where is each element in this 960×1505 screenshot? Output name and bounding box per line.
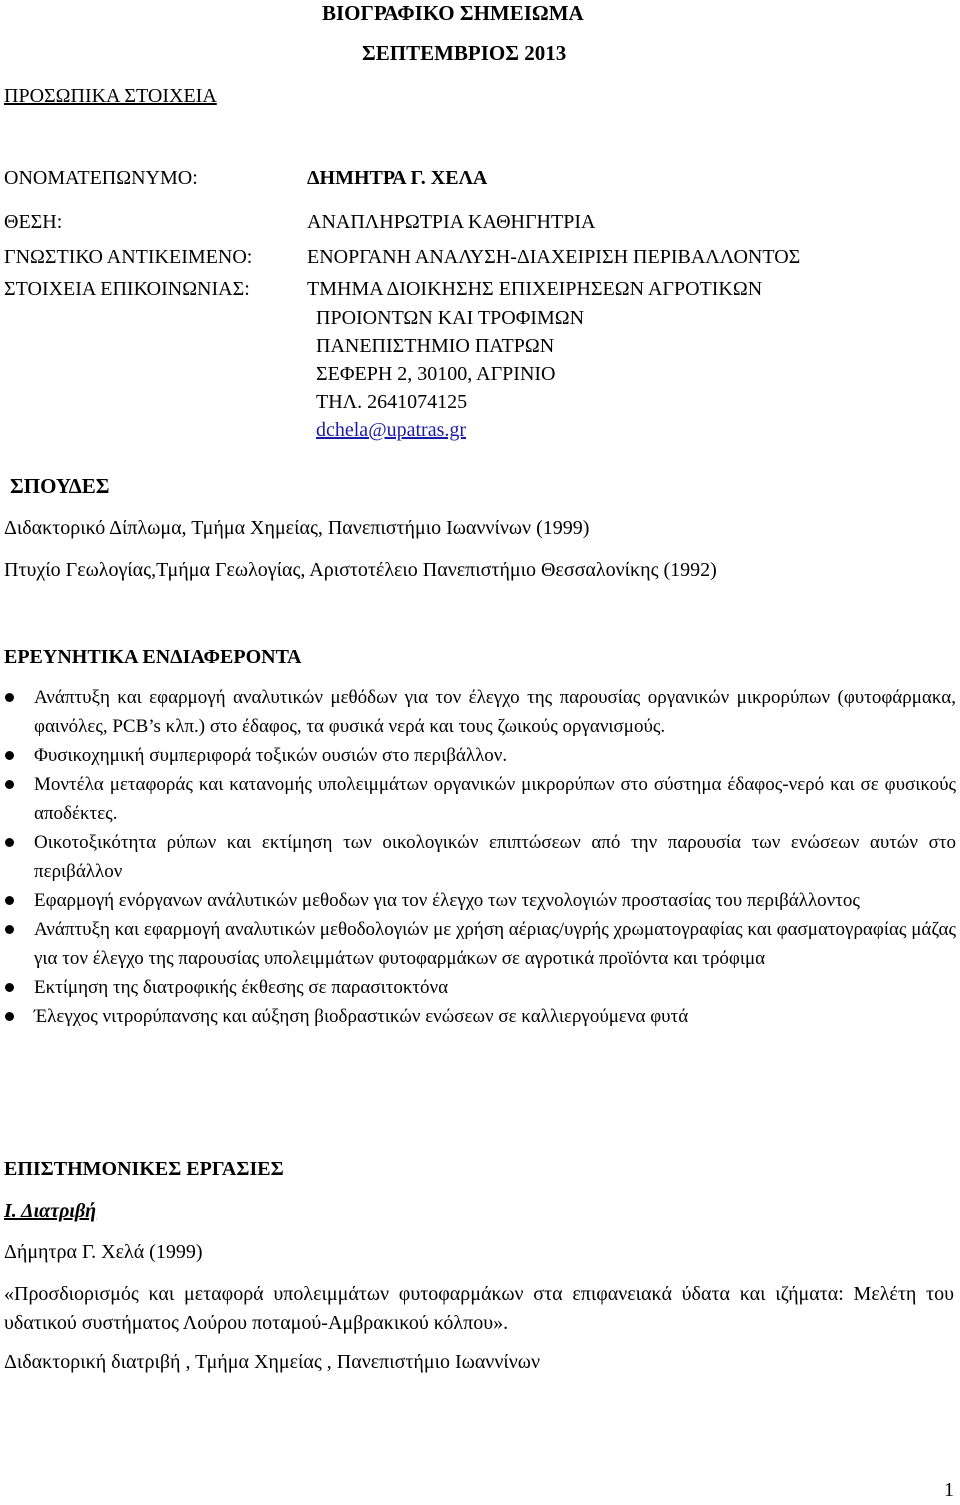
research-item-text: Οικοτοξικότητα ρύπων και εκτίμηση των οικολογικών επιπτώσεων από την παρουσία των ενώσεων αυτών στο περιβάλλον <box>34 832 956 882</box>
personal-heading: ΠΡΟΣΩΠΙΚΑ ΣΤΟΙΧΕΙΑ <box>4 85 217 107</box>
list-item <box>0 886 960 915</box>
publications-heading: ΕΠΙΣΤΗΜΟΝΙΚΕΣ ΕΡΓΑΣΙΕΣ <box>4 1158 284 1180</box>
name-value: ΔΗΜΗΤΡΑ Γ. ΧΕΛΑ <box>307 167 488 189</box>
name-label: ΟΝΟΜΑΤΕΠΩΝΥΜΟ: <box>4 167 198 189</box>
publication-note: Διδακτορική διατριβή , Τμήμα Χημείας , Πανεπιστήμιο Ιωαννίνων <box>4 1351 541 1373</box>
position-label: ΘΕΣΗ: <box>4 211 63 233</box>
list-item <box>0 915 960 973</box>
studies-item: Πτυχίο Γεωλογίας,Τμήμα Γεωλογίας, Αριστοτέλειο Πανεπιστήμιο Θεσσαλονίκης (1992) <box>4 559 717 581</box>
contact-line: ΤΜΗΜΑ ΔΙΟΙΚΗΣΗΣ ΕΠΙΧΕΙΡΗΣΕΩΝ ΑΓΡΟΤΙΚΩΝ <box>307 278 763 300</box>
research-item-text: Φυσικοχημική συμπεριφορά τοξικών ουσιών στο περιβάλλον. <box>34 745 508 766</box>
subject-value: ΕΝΟΡΓΑΝΗ ΑΝΑΛΥΣΗ-ΔΙΑΧΕΙΡΙΣΗ ΠΕΡΙΒΑΛΛΟΝΤΟΣ <box>307 246 801 268</box>
bullet-icon <box>5 1012 14 1021</box>
bullet-icon <box>5 896 14 905</box>
contact-label: ΣΤΟΙΧΕΙΑ ΕΠΙΚΟΙΝΩΝΙΑΣ: <box>4 278 250 300</box>
bullet-icon <box>5 925 14 934</box>
research-item-text: Έλεγχος νιτρορύπανσης και αύξηση βιοδραστικών ενώσεων σε καλλιεργούμενα φυτά <box>34 1006 689 1027</box>
studies-item: Διδακτορικό Δίπλωμα, Τμήμα Χημείας, Πανεπιστήμιο Ιωαννίνων (1999) <box>4 517 590 539</box>
contact-line: ΠΑΝΕΠΙΣΤΗΜΙΟ ΠΑΤΡΩΝ <box>316 335 555 357</box>
document-title: ΒΙΟΓΡΑΦΙΚΟ ΣΗΜΕΙΩΜΑ <box>322 1 584 25</box>
research-item-text: Ανάπτυξη και εφαρμογή αναλυτικών μεθοδολογιών με χρήση αέριας/υγρής χρωματογραφίας και φασματογραφίας μάζας για τον έλεγχο της παρουσίας υπολειμμάτων φυτοφαρμάκων σε αγροτικά προϊόντα και τρόφιμα <box>34 919 956 969</box>
position-value: ΑΝΑΠΛΗΡΩΤΡΙΑ ΚΑΘΗΓΗΤΡΙΑ <box>307 211 596 233</box>
research-item-text: Εκτίμηση της διατροφικής έκθεσης σε παρασιτοκτόνα <box>34 977 449 998</box>
research-item-text: Εφαρμογή ενόργανων ανάλυτικών μεθοδων για τον έλεγχο των τεχνολογιών προστασίας του περιβάλλοντος <box>34 890 860 911</box>
email-link[interactable]: dchela@upatras.gr <box>316 419 467 441</box>
list-item <box>0 741 960 770</box>
research-item-text: Ανάπτυξη και εφαρμογή αναλυτικών μεθόδων για τον έλεγχο της παρουσίας οργανικών μικρορύπων (φυτοφάρμακα, φαινόλες, PCB’s κλπ.) στο έδαφος, τα φυσικά νερά και τους ζωικούς οργανισμούς. <box>34 687 956 737</box>
research-list <box>0 683 960 1031</box>
research-heading: ΕΡΕΥΝΗΤΙΚΑ ΕΝΔΙΑΦΕΡΟΝΤΑ <box>4 646 302 668</box>
list-item <box>0 973 960 1002</box>
publication-title: «Προσδιορισμός και μεταφορά υπολειμμάτων φυτοφαρμάκων στα επιφανειακά ύδατα και ιζήματα: Μελέτη του υδατικού συστήματος Λούρου ποταμού-Αμβρακικού κόλπου». <box>4 1283 954 1334</box>
list-item <box>0 683 960 741</box>
bullet-icon <box>5 838 14 847</box>
document-date: ΣΕΠΤΕΜΒΡΙΟΣ 2013 <box>362 41 567 65</box>
bullet-icon <box>5 983 14 992</box>
bullet-icon <box>5 780 14 789</box>
list-item <box>0 828 960 886</box>
contact-line: ΣΕΦΕΡΗ 2, 30100, ΑΓΡΙΝΙΟ <box>316 363 556 385</box>
studies-heading: ΣΠΟΥΔΕΣ <box>10 474 110 498</box>
page-number: 1 <box>944 1479 954 1501</box>
bullet-icon <box>5 751 14 760</box>
contact-line: ΤΗΛ. 2641074125 <box>316 391 468 413</box>
bullet-icon <box>5 693 14 702</box>
subject-label: ΓΝΩΣΤΙΚΟ ΑΝΤΙΚΕΙΜΕΝΟ: <box>4 246 253 268</box>
publications-subheading: Ι. Διατριβή <box>4 1200 97 1222</box>
list-item <box>0 1002 960 1031</box>
publication-author: Δήμητρα Γ. Χελά (1999) <box>4 1241 203 1263</box>
contact-line: ΠΡΟΙΟΝΤΩΝ ΚΑΙ ΤΡΟΦΙΜΩΝ <box>316 307 585 329</box>
research-item-text: Μοντέλα μεταφοράς και κατανομής υπολειμμάτων οργανικών μικρορύπων στο σύστημα έδαφος-νερό και σε φυσικούς αποδέκτες. <box>34 774 956 824</box>
list-item <box>0 770 960 828</box>
